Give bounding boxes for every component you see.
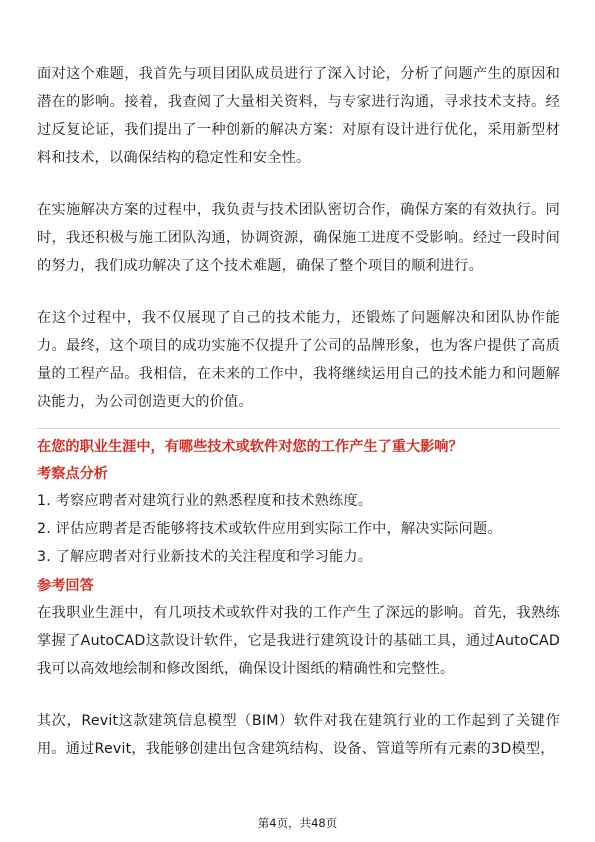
answer-paragraph: 在我职业生涯中，有几项技术或软件对我的工作产生了深远的影响。首先，我熟练掌握了AutoCAD这款设计软件，它是我进行建筑设计的基础工具，通过AutoCAD我可以高效地绘制和修改图纸，确保设计图纸的精确性和完整性。 — [37, 605, 560, 677]
analysis-list — [37, 487, 560, 571]
body-paragraph: 面对这个难题，我首先与项目团队成员进行了深入讨论，分析了问题产生的原因和潜在的影响。接着，我查阅了大量相关资料，与专家进行沟通，寻求技术支持。经过反复论证，我们提出了一种创新的解决方案：对原有设计进行优化，采用新型材料和技术，以确保结构的稳定性和安全性。 — [37, 66, 560, 166]
body-paragraph: 在实施解决方案的过程中，我负责与技术团队密切合作，确保方案的有效执行。同时，我还积极与施工团队沟通，协调资源，确保施工进度不受影响。经过一段时间的努力，我们成功解决了这个技术难题，确保了整个项目的顺利进行。 — [37, 202, 560, 274]
question-heading: 在您的职业生涯中，有哪些技术或软件对您的工作产生了重大影响？ — [37, 439, 463, 455]
answer-paragraph: 其次，Revit这款建筑信息模型（BIM）软件对我在建筑行业的工作起到了关键作用。通过Revit，我能够创建出包含建筑结构、设备、管道等所有元素的3D模型， — [37, 713, 560, 757]
analysis-title: 考察点分析 — [37, 466, 108, 482]
section-divider — [37, 428, 560, 429]
list-item: 3. 了解应聘者对行业新技术的关注程度和学习能力。 — [37, 549, 373, 565]
page-content — [37, 60, 560, 763]
page-number: 第4页，共48页 — [257, 816, 338, 830]
body-paragraph: 在这个过程中，我不仅展现了自己的技术能力，还锻炼了问题解决和团队协作能力。最终，这个项目的成功实施不仅提升了公司的品牌形象，也为客户提供了高质量的工程产品。我相信，在未来的工作中，我将继续运用自己的技术能力和问题解决能力，为公司创造更大的价值。 — [37, 310, 560, 410]
list-item: 2. 评估应聘者是否能够将技术或软件应用到实际工作中，解决实际问题。 — [37, 521, 502, 537]
answer-title: 参考回答 — [37, 578, 94, 594]
list-item: 1. 考察应聘者对建筑行业的熟悉程度和技术熟练度。 — [37, 493, 373, 509]
